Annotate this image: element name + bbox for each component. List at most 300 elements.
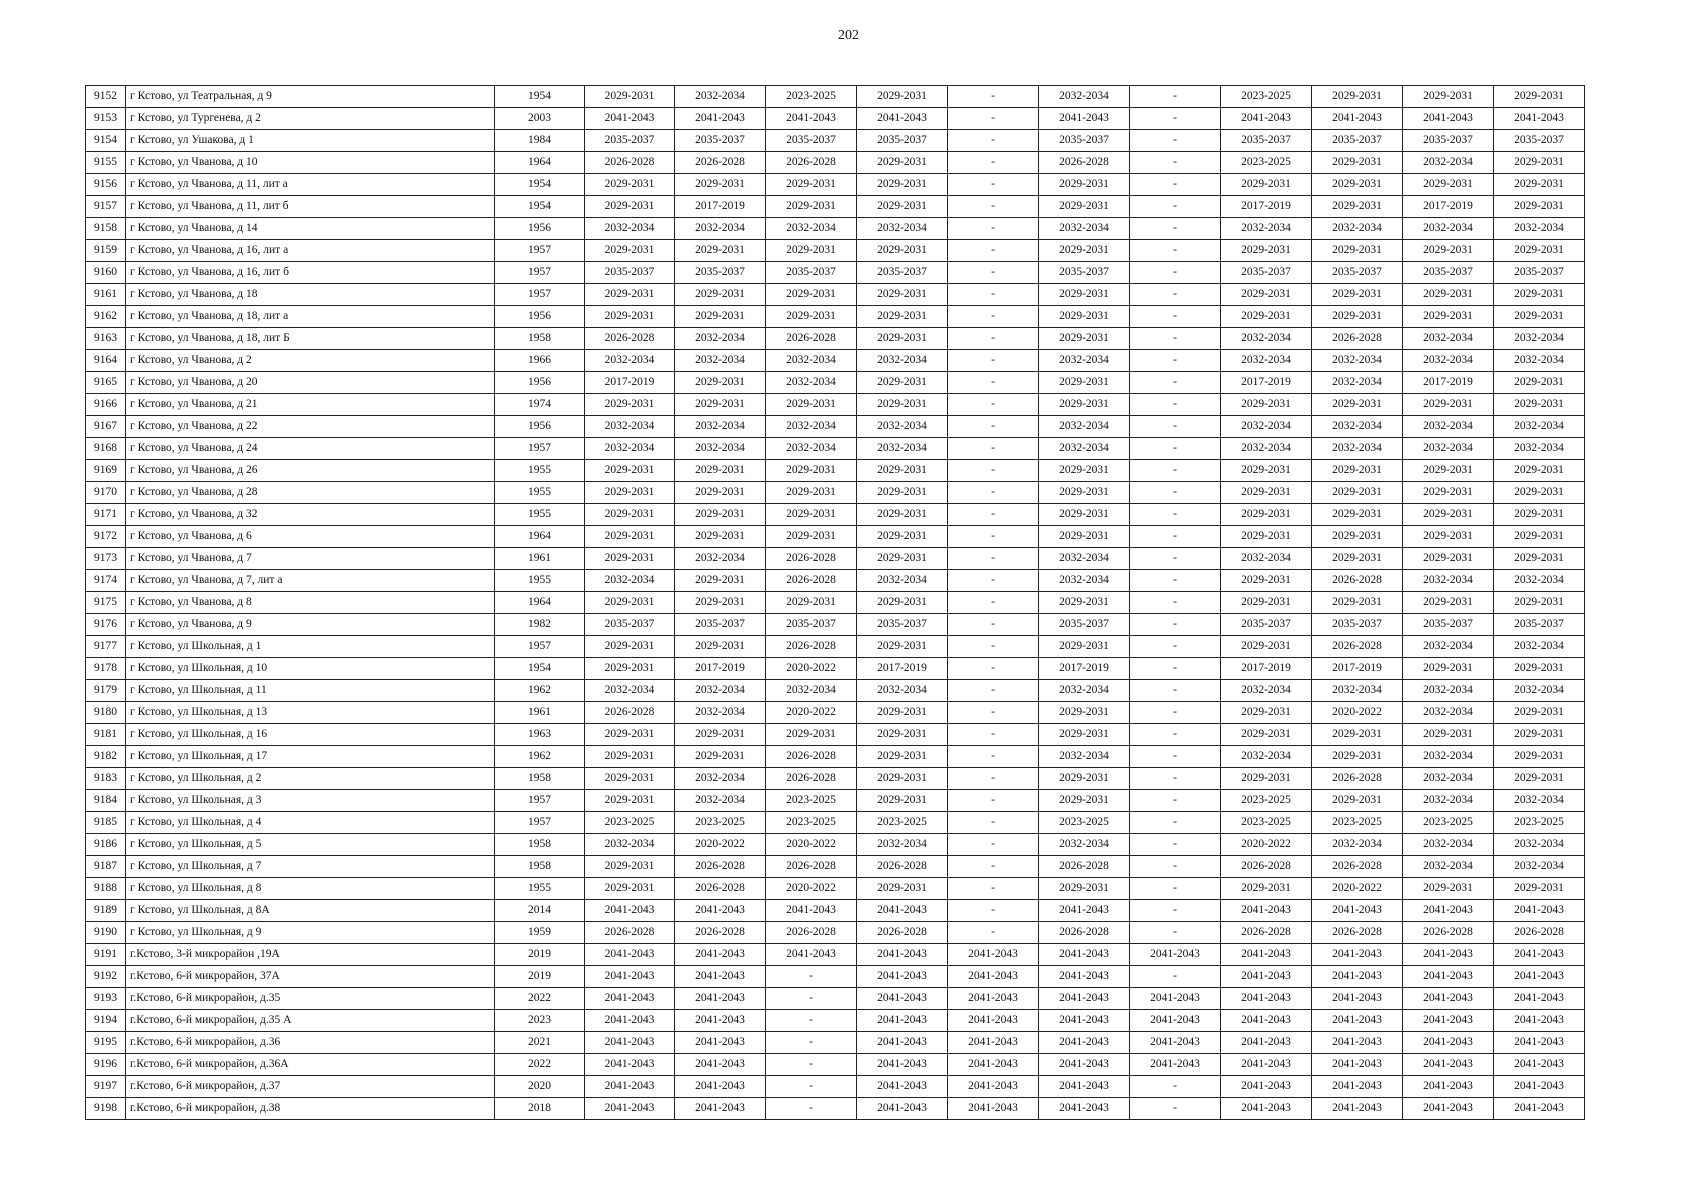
period-cell: 2032-2034 <box>675 328 766 350</box>
period-cell: 2032-2034 <box>675 548 766 570</box>
build-year-cell: 1955 <box>495 460 585 482</box>
period-cell: 2017-2019 <box>1221 658 1312 680</box>
period-cell: - <box>1130 834 1221 856</box>
period-cell: 2026-2028 <box>766 328 857 350</box>
period-cell: - <box>948 306 1039 328</box>
period-cell: 2029-2031 <box>1221 526 1312 548</box>
period-cell: - <box>766 1032 857 1054</box>
period-cell: 2041-2043 <box>1221 944 1312 966</box>
row-number-cell: 9164 <box>86 350 126 372</box>
period-cell: 2026-2028 <box>766 152 857 174</box>
build-year-cell: 2023 <box>495 1010 585 1032</box>
table-row <box>86 834 1585 856</box>
period-cell: 2023-2025 <box>585 812 675 834</box>
address-cell: г.Кстово, 6-й микрорайон, 37А <box>126 966 495 988</box>
period-cell: 2026-2028 <box>675 856 766 878</box>
period-cell: 2032-2034 <box>585 570 675 592</box>
period-cell: 2032-2034 <box>1312 372 1403 394</box>
row-number-cell: 9168 <box>86 438 126 460</box>
build-year-cell: 2020 <box>495 1076 585 1098</box>
period-cell: 2029-2031 <box>1494 548 1585 570</box>
period-cell: 2029-2031 <box>585 240 675 262</box>
row-number-cell: 9165 <box>86 372 126 394</box>
build-year-cell: 1956 <box>495 306 585 328</box>
period-cell: - <box>948 86 1039 108</box>
period-cell: 2041-2043 <box>1039 1010 1130 1032</box>
period-cell: 2035-2037 <box>1221 262 1312 284</box>
period-cell: 2041-2043 <box>585 944 675 966</box>
period-cell: 2029-2031 <box>675 504 766 526</box>
period-cell: 2041-2043 <box>1494 1010 1585 1032</box>
period-cell: 2041-2043 <box>585 108 675 130</box>
period-cell: 2041-2043 <box>675 900 766 922</box>
period-cell: 2029-2031 <box>585 196 675 218</box>
period-cell: - <box>1130 1098 1221 1120</box>
period-cell: 2029-2031 <box>857 724 948 746</box>
build-year-cell: 2021 <box>495 1032 585 1054</box>
period-cell: 2032-2034 <box>857 438 948 460</box>
address-cell: г Кстово, ул Чванова, д 11, лит б <box>126 196 495 218</box>
period-cell: 2032-2034 <box>1312 350 1403 372</box>
period-cell: 2026-2028 <box>1039 922 1130 944</box>
period-cell: 2029-2031 <box>585 548 675 570</box>
period-cell: 2029-2031 <box>1312 526 1403 548</box>
build-year-cell: 1955 <box>495 570 585 592</box>
period-cell: 2029-2031 <box>766 196 857 218</box>
period-cell: 2029-2031 <box>1221 284 1312 306</box>
period-cell: 2041-2043 <box>675 966 766 988</box>
period-cell: 2032-2034 <box>1403 328 1494 350</box>
period-cell: 2032-2034 <box>1403 768 1494 790</box>
period-cell: 2035-2037 <box>675 614 766 636</box>
build-year-cell: 1955 <box>495 504 585 526</box>
period-cell: 2041-2043 <box>585 1032 675 1054</box>
row-number-cell: 9178 <box>86 658 126 680</box>
row-number-cell: 9179 <box>86 680 126 702</box>
period-cell: 2041-2043 <box>1039 944 1130 966</box>
period-cell: 2032-2034 <box>675 790 766 812</box>
period-cell: 2029-2031 <box>1039 394 1130 416</box>
period-cell: 2026-2028 <box>766 570 857 592</box>
period-cell: 2041-2043 <box>1312 1010 1403 1032</box>
period-cell: 2029-2031 <box>675 460 766 482</box>
period-cell: 2029-2031 <box>857 702 948 724</box>
period-cell: 2029-2031 <box>857 768 948 790</box>
build-year-cell: 1964 <box>495 526 585 548</box>
period-cell: 2041-2043 <box>1221 108 1312 130</box>
period-cell: - <box>948 922 1039 944</box>
period-cell: 2032-2034 <box>675 768 766 790</box>
period-cell: 2041-2043 <box>585 1054 675 1076</box>
period-cell: 2032-2034 <box>1312 680 1403 702</box>
period-cell: 2029-2031 <box>857 86 948 108</box>
build-year-cell: 1954 <box>495 196 585 218</box>
period-cell: 2029-2031 <box>1312 460 1403 482</box>
row-number-cell: 9152 <box>86 86 126 108</box>
table-row <box>86 306 1585 328</box>
row-number-cell: 9180 <box>86 702 126 724</box>
row-number-cell: 9187 <box>86 856 126 878</box>
address-cell: г.Кстово, 6-й микрорайон, д.36А <box>126 1054 495 1076</box>
build-year-cell: 1957 <box>495 284 585 306</box>
row-number-cell: 9177 <box>86 636 126 658</box>
period-cell: - <box>1130 592 1221 614</box>
row-number-cell: 9193 <box>86 988 126 1010</box>
period-cell: 2020-2022 <box>1312 878 1403 900</box>
build-year-cell: 1962 <box>495 746 585 768</box>
address-cell: г Кстово, ул Чванова, д 22 <box>126 416 495 438</box>
period-cell: 2029-2031 <box>1039 306 1130 328</box>
period-cell: 2029-2031 <box>1312 86 1403 108</box>
period-cell: 2041-2043 <box>1312 1098 1403 1120</box>
period-cell: 2029-2031 <box>1221 240 1312 262</box>
table-row <box>86 284 1585 306</box>
period-cell: - <box>948 900 1039 922</box>
build-year-cell: 1961 <box>495 702 585 724</box>
period-cell: 2032-2034 <box>1494 834 1585 856</box>
period-cell: 2017-2019 <box>1221 372 1312 394</box>
period-cell: 2029-2031 <box>1494 240 1585 262</box>
period-cell: 2023-2025 <box>1221 790 1312 812</box>
period-cell: 2026-2028 <box>1221 922 1312 944</box>
period-cell: 2032-2034 <box>585 350 675 372</box>
period-cell: 2041-2043 <box>1403 1054 1494 1076</box>
period-cell: 2041-2043 <box>1494 108 1585 130</box>
period-cell: 2035-2037 <box>766 614 857 636</box>
period-cell: 2029-2031 <box>585 284 675 306</box>
address-cell: г Кстово, ул Чванова, д 14 <box>126 218 495 240</box>
period-cell: - <box>948 658 1039 680</box>
period-cell: 2041-2043 <box>1494 966 1585 988</box>
period-cell: 2029-2031 <box>675 174 766 196</box>
period-cell: 2029-2031 <box>585 482 675 504</box>
period-cell: 2029-2031 <box>585 878 675 900</box>
period-cell: 2032-2034 <box>585 416 675 438</box>
period-cell: 2041-2043 <box>766 944 857 966</box>
period-cell: 2041-2043 <box>1221 966 1312 988</box>
table-row <box>86 768 1585 790</box>
row-number-cell: 9172 <box>86 526 126 548</box>
period-cell: 2032-2034 <box>1494 636 1585 658</box>
period-cell: 2032-2034 <box>675 680 766 702</box>
period-cell: - <box>1130 218 1221 240</box>
period-cell: 2029-2031 <box>585 526 675 548</box>
period-cell: 2023-2025 <box>1221 812 1312 834</box>
period-cell: 2029-2031 <box>585 460 675 482</box>
period-cell: 2029-2031 <box>1039 724 1130 746</box>
build-year-cell: 1964 <box>495 592 585 614</box>
period-cell: 2041-2043 <box>675 1054 766 1076</box>
period-cell: 2035-2037 <box>1403 614 1494 636</box>
period-cell: 2032-2034 <box>1039 570 1130 592</box>
period-cell: 2023-2025 <box>1039 812 1130 834</box>
period-cell: 2029-2031 <box>585 746 675 768</box>
row-number-cell: 9163 <box>86 328 126 350</box>
row-number-cell: 9156 <box>86 174 126 196</box>
period-cell: - <box>1130 768 1221 790</box>
period-cell: 2029-2031 <box>675 394 766 416</box>
row-number-cell: 9181 <box>86 724 126 746</box>
period-cell: 2023-2025 <box>1494 812 1585 834</box>
period-cell: 2020-2022 <box>1221 834 1312 856</box>
build-year-cell: 1954 <box>495 658 585 680</box>
period-cell: 2029-2031 <box>1312 196 1403 218</box>
period-cell: - <box>1130 328 1221 350</box>
period-cell: 2029-2031 <box>1403 174 1494 196</box>
period-cell: 2032-2034 <box>1039 438 1130 460</box>
period-cell: 2029-2031 <box>857 526 948 548</box>
period-cell: 2029-2031 <box>585 394 675 416</box>
period-cell: 2041-2043 <box>1312 966 1403 988</box>
period-cell: 2017-2019 <box>675 658 766 680</box>
period-cell: 2035-2037 <box>585 262 675 284</box>
period-cell: 2029-2031 <box>675 240 766 262</box>
row-number-cell: 9161 <box>86 284 126 306</box>
table-row <box>86 658 1585 680</box>
period-cell: 2035-2037 <box>585 130 675 152</box>
address-cell: г.Кстово, 6-й микрорайон, д.35 <box>126 988 495 1010</box>
period-cell: 2029-2031 <box>857 306 948 328</box>
build-year-cell: 2014 <box>495 900 585 922</box>
period-cell: 2029-2031 <box>857 504 948 526</box>
row-number-cell: 9188 <box>86 878 126 900</box>
period-cell: 2029-2031 <box>857 394 948 416</box>
build-year-cell: 2022 <box>495 988 585 1010</box>
period-cell: - <box>948 680 1039 702</box>
period-cell: 2029-2031 <box>766 724 857 746</box>
period-cell: - <box>1130 86 1221 108</box>
period-cell: 2032-2034 <box>1221 328 1312 350</box>
row-number-cell: 9166 <box>86 394 126 416</box>
period-cell: 2029-2031 <box>1221 306 1312 328</box>
period-cell: 2029-2031 <box>1403 526 1494 548</box>
period-cell: 2029-2031 <box>1494 460 1585 482</box>
period-cell: 2029-2031 <box>1221 702 1312 724</box>
period-cell: - <box>948 856 1039 878</box>
period-cell: 2032-2034 <box>857 834 948 856</box>
period-cell: 2029-2031 <box>1312 240 1403 262</box>
row-number-cell: 9190 <box>86 922 126 944</box>
period-cell: 2035-2037 <box>1312 130 1403 152</box>
address-cell: г Кстово, ул Чванова, д 18, лит а <box>126 306 495 328</box>
row-number-cell: 9155 <box>86 152 126 174</box>
period-cell: 2029-2031 <box>1039 174 1130 196</box>
period-cell: 2023-2025 <box>766 812 857 834</box>
period-cell: 2032-2034 <box>585 680 675 702</box>
period-cell: - <box>1130 812 1221 834</box>
table-row <box>86 328 1585 350</box>
period-cell: 2029-2031 <box>857 196 948 218</box>
period-cell: 2035-2037 <box>766 130 857 152</box>
address-cell: г Кстово, ул Школьная, д 13 <box>126 702 495 724</box>
period-cell: - <box>1130 526 1221 548</box>
row-number-cell: 9194 <box>86 1010 126 1032</box>
period-cell: 2032-2034 <box>585 834 675 856</box>
table-row <box>86 592 1585 614</box>
period-cell: 2032-2034 <box>1039 218 1130 240</box>
period-cell: - <box>766 1054 857 1076</box>
period-cell: - <box>948 152 1039 174</box>
period-cell: 2032-2034 <box>675 218 766 240</box>
period-cell: 2029-2031 <box>857 284 948 306</box>
period-cell: 2041-2043 <box>1494 988 1585 1010</box>
build-year-cell: 2019 <box>495 966 585 988</box>
period-cell: 2035-2037 <box>1221 130 1312 152</box>
period-cell: 2029-2031 <box>1039 790 1130 812</box>
table-row <box>86 746 1585 768</box>
row-number-cell: 9185 <box>86 812 126 834</box>
period-cell: 2041-2043 <box>1312 108 1403 130</box>
period-cell: - <box>1130 262 1221 284</box>
period-cell: 2029-2031 <box>1312 306 1403 328</box>
period-cell: - <box>948 174 1039 196</box>
period-cell: 2032-2034 <box>766 372 857 394</box>
period-cell: - <box>948 592 1039 614</box>
period-cell: 2041-2043 <box>1130 988 1221 1010</box>
period-cell: 2041-2043 <box>948 1010 1039 1032</box>
row-number-cell: 9198 <box>86 1098 126 1120</box>
table-row <box>86 350 1585 372</box>
period-cell: 2029-2031 <box>1221 636 1312 658</box>
period-cell: 2041-2043 <box>1312 988 1403 1010</box>
period-cell: 2026-2028 <box>766 768 857 790</box>
period-cell: 2029-2031 <box>1039 372 1130 394</box>
period-cell: 2029-2031 <box>857 482 948 504</box>
period-cell: 2029-2031 <box>1494 746 1585 768</box>
address-cell: г.Кстово, 6-й микрорайон, д.36 <box>126 1032 495 1054</box>
period-cell: - <box>948 548 1039 570</box>
period-cell: 2041-2043 <box>948 1032 1039 1054</box>
build-year-cell: 1962 <box>495 680 585 702</box>
period-cell: - <box>1130 152 1221 174</box>
period-cell: 2041-2043 <box>1039 966 1130 988</box>
period-cell: 2041-2043 <box>1312 1054 1403 1076</box>
period-cell: - <box>1130 570 1221 592</box>
build-year-cell: 1982 <box>495 614 585 636</box>
period-cell: 2032-2034 <box>1039 548 1130 570</box>
period-cell: 2026-2028 <box>1312 856 1403 878</box>
period-cell: 2023-2025 <box>766 790 857 812</box>
address-cell: г Кстово, ул Чванова, д 18, лит Б <box>126 328 495 350</box>
period-cell: - <box>1130 416 1221 438</box>
period-cell: 2029-2031 <box>1221 504 1312 526</box>
period-cell: 2041-2043 <box>1312 900 1403 922</box>
table-row <box>86 196 1585 218</box>
table-row <box>86 504 1585 526</box>
period-cell: 2035-2037 <box>1039 262 1130 284</box>
build-year-cell: 1957 <box>495 636 585 658</box>
period-cell: - <box>766 1010 857 1032</box>
period-cell: 2041-2043 <box>1403 1010 1494 1032</box>
period-cell: - <box>948 350 1039 372</box>
period-cell: 2029-2031 <box>585 856 675 878</box>
table-row <box>86 218 1585 240</box>
period-cell: 2035-2037 <box>1494 262 1585 284</box>
period-cell: 2041-2043 <box>585 1010 675 1032</box>
period-cell: 2032-2034 <box>675 86 766 108</box>
period-cell: 2035-2037 <box>1039 614 1130 636</box>
period-cell: - <box>948 746 1039 768</box>
period-cell: 2029-2031 <box>1039 768 1130 790</box>
period-cell: - <box>1130 306 1221 328</box>
table-row <box>86 1076 1585 1098</box>
period-cell: 2029-2031 <box>857 240 948 262</box>
period-cell: - <box>948 240 1039 262</box>
period-cell: - <box>1130 196 1221 218</box>
period-cell: 2041-2043 <box>675 988 766 1010</box>
row-number-cell: 9182 <box>86 746 126 768</box>
period-cell: 2029-2031 <box>1039 878 1130 900</box>
period-cell: 2029-2031 <box>1403 394 1494 416</box>
row-number-cell: 9196 <box>86 1054 126 1076</box>
row-number-cell: 9154 <box>86 130 126 152</box>
period-cell: 2029-2031 <box>1494 372 1585 394</box>
table-row <box>86 570 1585 592</box>
period-cell: 2029-2031 <box>1221 592 1312 614</box>
period-cell: 2029-2031 <box>1403 86 1494 108</box>
build-year-cell: 2022 <box>495 1054 585 1076</box>
period-cell: 2029-2031 <box>1403 460 1494 482</box>
period-cell: 2029-2031 <box>675 306 766 328</box>
build-year-cell: 1959 <box>495 922 585 944</box>
period-cell: 2026-2028 <box>585 152 675 174</box>
period-cell: - <box>766 966 857 988</box>
period-cell: - <box>948 416 1039 438</box>
period-cell: 2041-2043 <box>1494 944 1585 966</box>
period-cell: - <box>948 328 1039 350</box>
period-cell: 2026-2028 <box>1494 922 1585 944</box>
period-cell: 2032-2034 <box>1312 416 1403 438</box>
period-cell: 2029-2031 <box>1403 724 1494 746</box>
period-cell: 2029-2031 <box>766 240 857 262</box>
period-cell: 2029-2031 <box>857 548 948 570</box>
period-cell: 2041-2043 <box>1221 1054 1312 1076</box>
period-cell: 2032-2034 <box>1221 680 1312 702</box>
period-cell: 2029-2031 <box>857 636 948 658</box>
period-cell: 2041-2043 <box>857 1010 948 1032</box>
address-cell: г Кстово, ул Школьная, д 4 <box>126 812 495 834</box>
period-cell: - <box>1130 658 1221 680</box>
table-row <box>86 1054 1585 1076</box>
build-year-cell: 1956 <box>495 416 585 438</box>
build-year-cell: 1974 <box>495 394 585 416</box>
period-cell: 2041-2043 <box>857 108 948 130</box>
period-cell: 2041-2043 <box>1039 1054 1130 1076</box>
table-row <box>86 1098 1585 1120</box>
period-cell: - <box>948 504 1039 526</box>
period-cell: 2032-2034 <box>585 438 675 460</box>
period-cell: 2029-2031 <box>1403 592 1494 614</box>
table-row <box>86 130 1585 152</box>
period-cell: 2029-2031 <box>1039 636 1130 658</box>
period-cell: 2041-2043 <box>1312 1076 1403 1098</box>
table-row <box>86 152 1585 174</box>
build-year-cell: 1958 <box>495 834 585 856</box>
period-cell: 2032-2034 <box>857 570 948 592</box>
period-cell: - <box>948 372 1039 394</box>
period-cell: - <box>948 790 1039 812</box>
period-cell: 2029-2031 <box>1403 548 1494 570</box>
period-cell: 2032-2034 <box>1403 834 1494 856</box>
period-cell: - <box>1130 284 1221 306</box>
address-cell: г Кстово, ул Школьная, д 9 <box>126 922 495 944</box>
period-cell: 2029-2031 <box>1312 724 1403 746</box>
period-cell: 2029-2031 <box>1494 724 1585 746</box>
row-number-cell: 9158 <box>86 218 126 240</box>
period-cell: 2026-2028 <box>766 636 857 658</box>
page-number: 202 <box>838 28 859 43</box>
period-cell: 2029-2031 <box>585 86 675 108</box>
